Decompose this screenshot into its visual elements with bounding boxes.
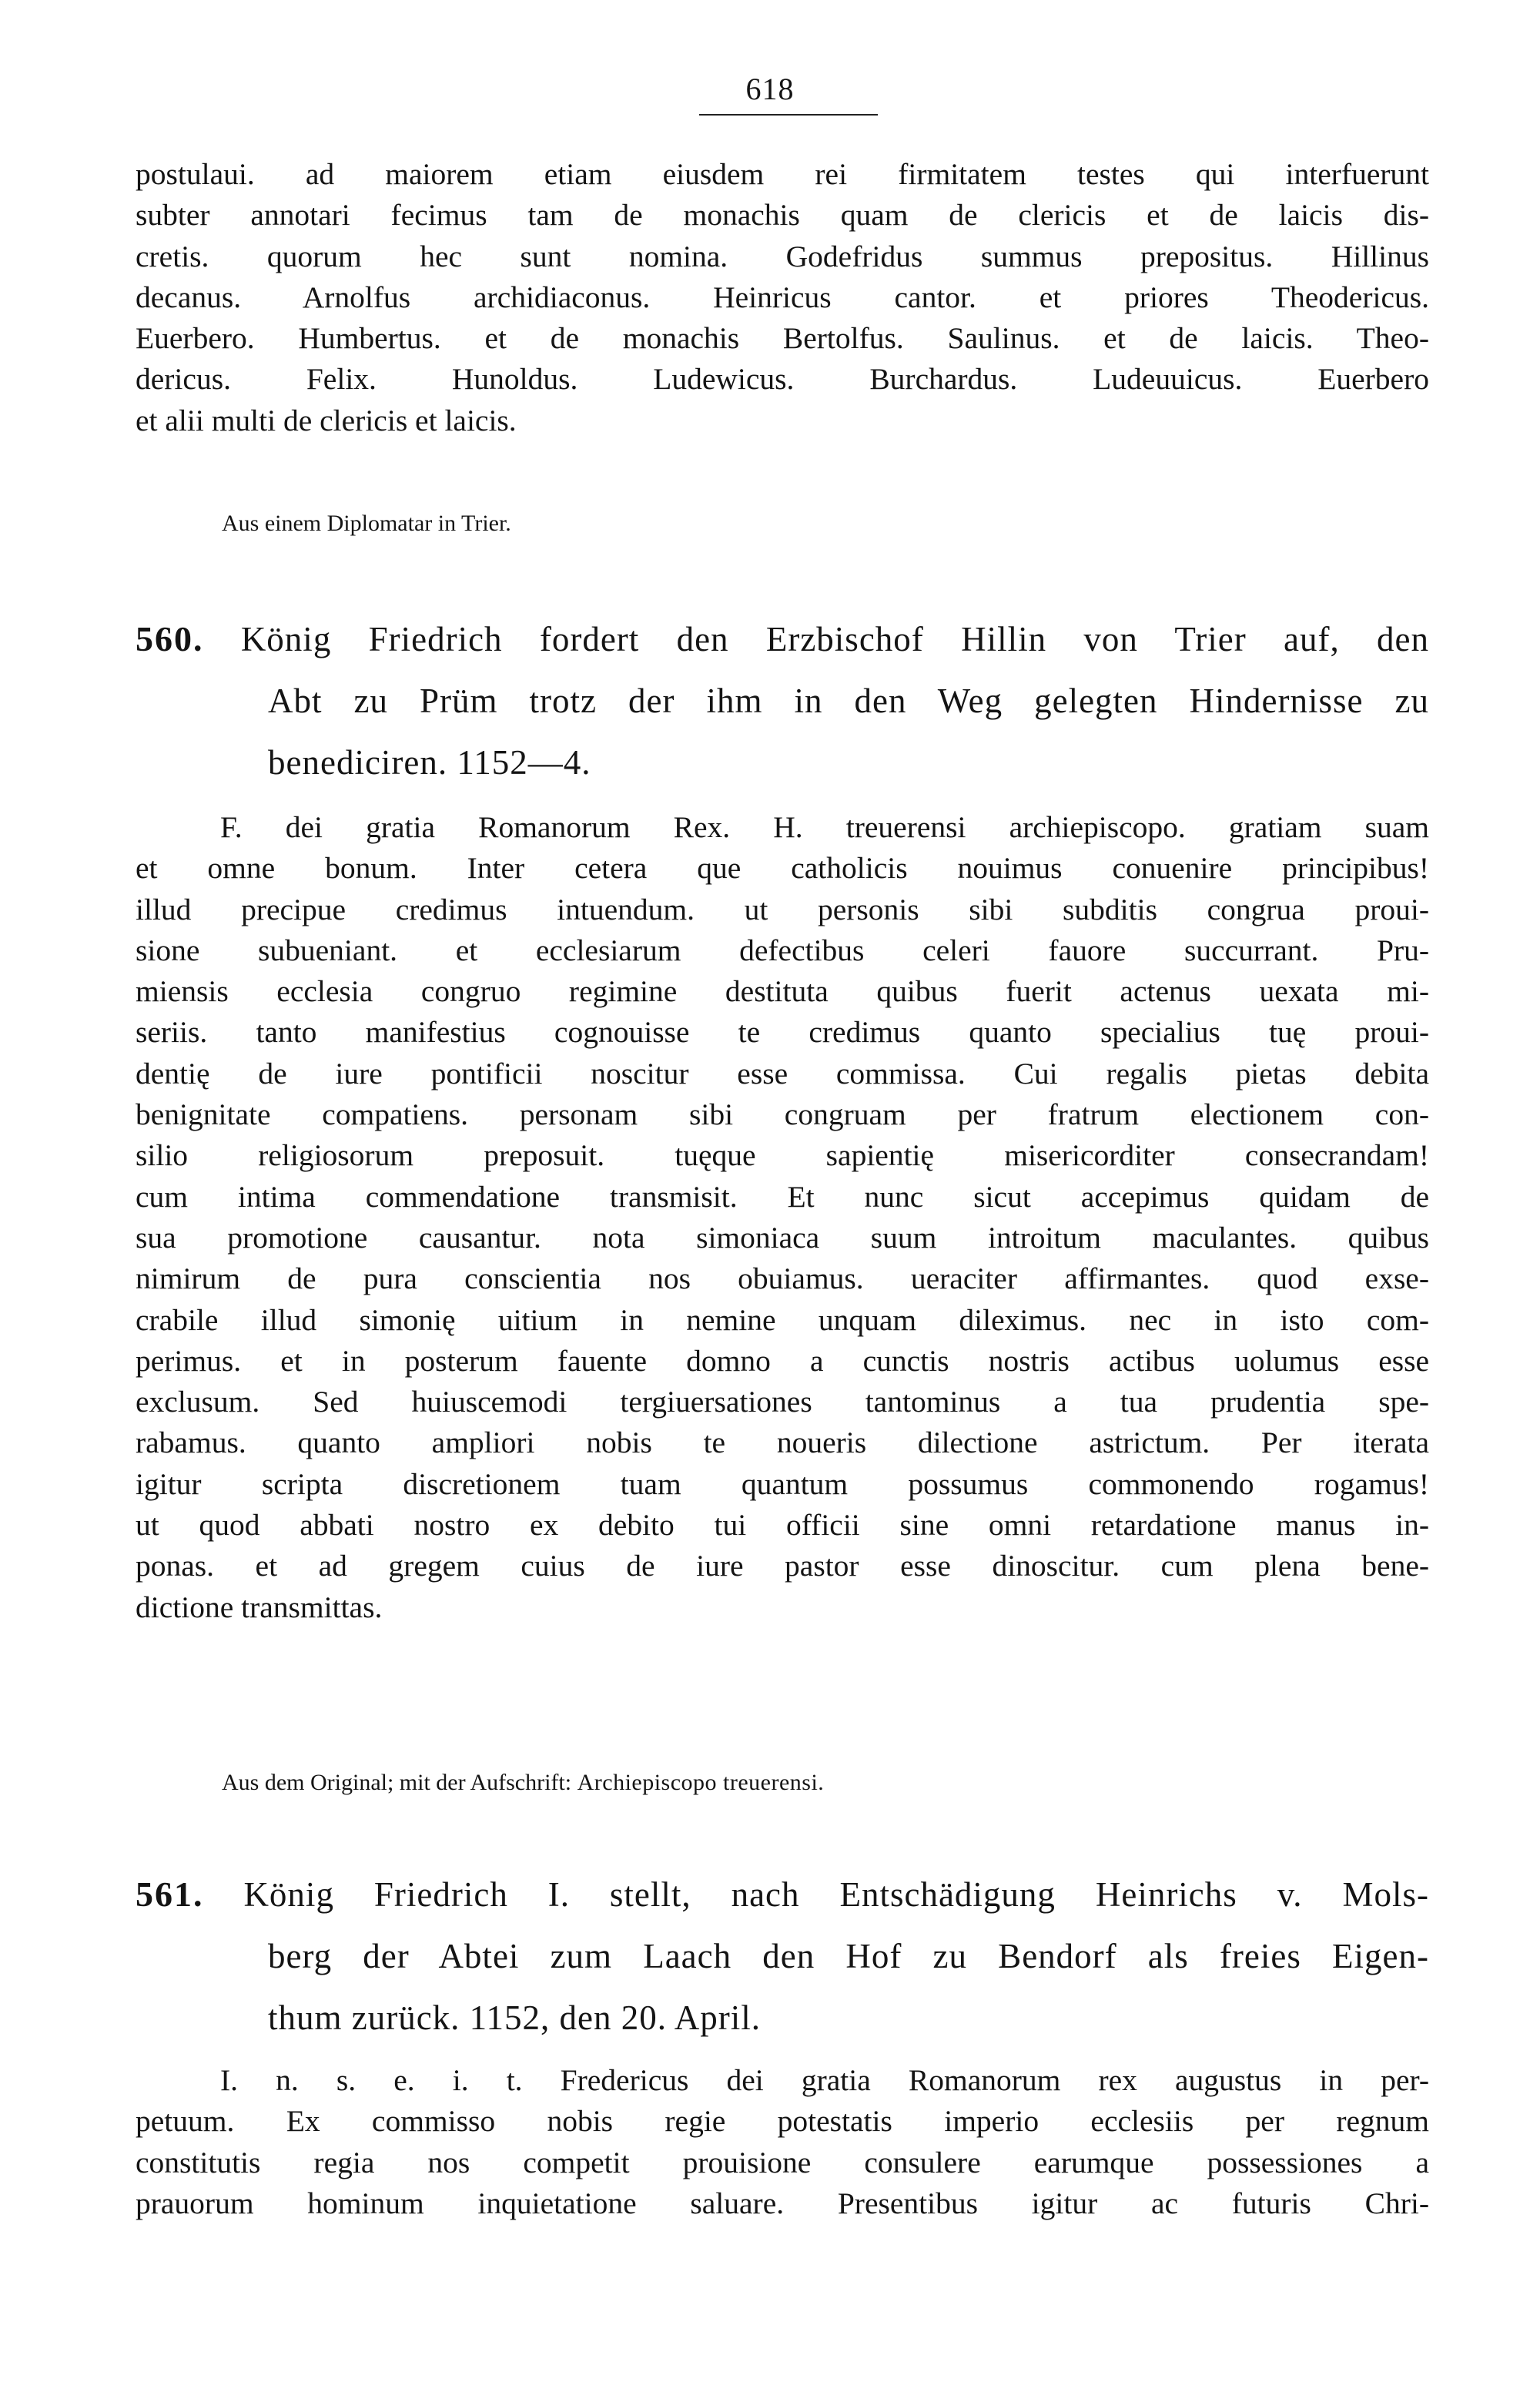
text-line: silio religiosorum preposuit. tuęque sapientię misericorditer consecrandam! bbox=[136, 1138, 1429, 1173]
text-line: exclusum. Sed huiuscemodi tergiuersationes tantominus a tua prudentia spe- bbox=[136, 1385, 1429, 1419]
heading-line bbox=[136, 608, 1429, 670]
heading-line: berg der Abtei zum Laach den Hof zu Bendorf als freies Eigen- bbox=[268, 1937, 1429, 1975]
text-line: constitutis regia nos competit prouisione consulere earumque possessiones a bbox=[136, 2145, 1429, 2179]
doc560-source-note bbox=[222, 1767, 824, 1798]
text-line: I. n. s. e. i. t. Fredericus dei gratia Romanorum rex augustus in per- bbox=[220, 2063, 1429, 2097]
header-rule bbox=[699, 114, 878, 116]
source-prefix: Aus dem Original; mit der Aufschrift: bbox=[222, 1770, 572, 1795]
heading-line: Abt zu Prüm trotz der ihm in den Weg gelegten Hindernisse zu bbox=[268, 682, 1429, 720]
opening-source-note: Aus einem Diplomatar in Trier. bbox=[222, 511, 511, 536]
heading-line: thum zurück. 1152, den 20. April. bbox=[268, 1998, 761, 2037]
text-line: F. dei gratia Romanorum Rex. H. treuerensi archiepiscopo. gratiam suam bbox=[220, 810, 1429, 844]
doc561-number: 561. bbox=[136, 1874, 204, 1914]
text-line: illud precipue credimus intuendum. ut personis sibi subditis congrua proui- bbox=[136, 892, 1429, 926]
text-line: benignitate compatiens. personam sibi congruam per fratrum electionem con- bbox=[136, 1097, 1429, 1132]
text-line: perimus. et in posterum fauente domno a cunctis nostris actibus uolumus esse bbox=[136, 1343, 1429, 1378]
doc560-heading bbox=[136, 608, 1429, 793]
text-line: ut quod abbati nostro ex debito tui officii sine omni retardatione manus in- bbox=[136, 1508, 1429, 1543]
source-address: Archiepiscopo treuerensi. bbox=[577, 1770, 825, 1795]
text-line: et alii multi de clericis et laicis. bbox=[136, 403, 517, 437]
page-number: 618 bbox=[745, 72, 795, 106]
doc561-heading bbox=[136, 1864, 1429, 2049]
text-line: et omne bonum. Inter cetera que catholicis nouimus conuenire principibus! bbox=[136, 851, 1429, 886]
heading-line bbox=[136, 1864, 1429, 1925]
text-line: sione subueniant. et ecclesiarum defectibus celeri fauore succurrant. Pru- bbox=[136, 933, 1429, 967]
text-line: cretis. quorum hec sunt nomina. Godefridus summus prepositus. Hillinus bbox=[136, 239, 1429, 273]
text-line: seriis. tanto manifestius cognouisse te credimus quanto specialius tuę proui- bbox=[136, 1015, 1429, 1050]
opening-paragraph bbox=[136, 154, 1429, 441]
text-line: decanus. Arnolfus archidiaconus. Heinricus cantor. et priores Theodericus. bbox=[136, 280, 1429, 314]
text-line: crabile illud simonię uitium in nemine unquam dileximus. nec in isto com- bbox=[136, 1302, 1429, 1337]
text-line: Euerbero. Humbertus. et de monachis Bertolfus. Saulinus. et de laicis. Theo- bbox=[136, 321, 1429, 356]
heading-line: benediciren. 1152—4. bbox=[268, 743, 591, 782]
text-line: rabamus. quanto ampliori nobis te noueris dilectione astrictum. Per iterata bbox=[136, 1426, 1429, 1460]
doc560-number: 560. bbox=[136, 619, 204, 658]
text-line: dictione transmittas. bbox=[136, 1590, 383, 1624]
text-line: nimirum de pura conscientia nos obuiamus. ueraciter affirmantes. quod exse- bbox=[136, 1261, 1429, 1296]
doc561-body bbox=[136, 2060, 1429, 2224]
text-line: dericus. Felix. Hunoldus. Ludewicus. Burchardus. Ludeuuicus. Euerbero bbox=[136, 362, 1429, 397]
text-line: prauorum hominum inquietatione saluare. Presentibus igitur ac futuris Chri- bbox=[136, 2186, 1429, 2220]
text-line: petuum. Ex commisso nobis regie potestatis imperio ecclesiis per regnum bbox=[136, 2104, 1429, 2139]
text-line: postulaui. ad maiorem etiam eiusdem rei firmitatem testes qui interfuerunt bbox=[136, 157, 1429, 191]
text-line: dentię de iure pontificii noscitur esse commissa. Cui regalis pietas debita bbox=[136, 1056, 1429, 1090]
text-line: cum intima commendatione transmisit. Et nunc sicut accepimus quidam de bbox=[136, 1179, 1429, 1214]
text-line: igitur scripta discretionem tuam quantum possumus commonendo rogamus! bbox=[136, 1466, 1429, 1501]
heading-text: König Friedrich I. stellt, nach Entschädigung Heinrichs v. Mols- bbox=[243, 1875, 1429, 1914]
text-line: sua promotione causantur. nota simoniaca suum introitum maculantes. quibus bbox=[136, 1220, 1429, 1255]
text-line: subter annotari fecimus tam de monachis quam de clericis et de laicis dis- bbox=[136, 198, 1429, 233]
heading-text: König Friedrich fordert den Erzbischof Hillin von Trier auf, den bbox=[240, 620, 1429, 658]
doc560-body bbox=[136, 807, 1429, 1628]
text-line: ponas. et ad gregem cuius de iure pastor esse dinoscitur. cum plena bene- bbox=[136, 1549, 1429, 1583]
text-line: miensis ecclesia congruo regimine destituta quibus fuerit actenus uexata mi- bbox=[136, 974, 1429, 1009]
